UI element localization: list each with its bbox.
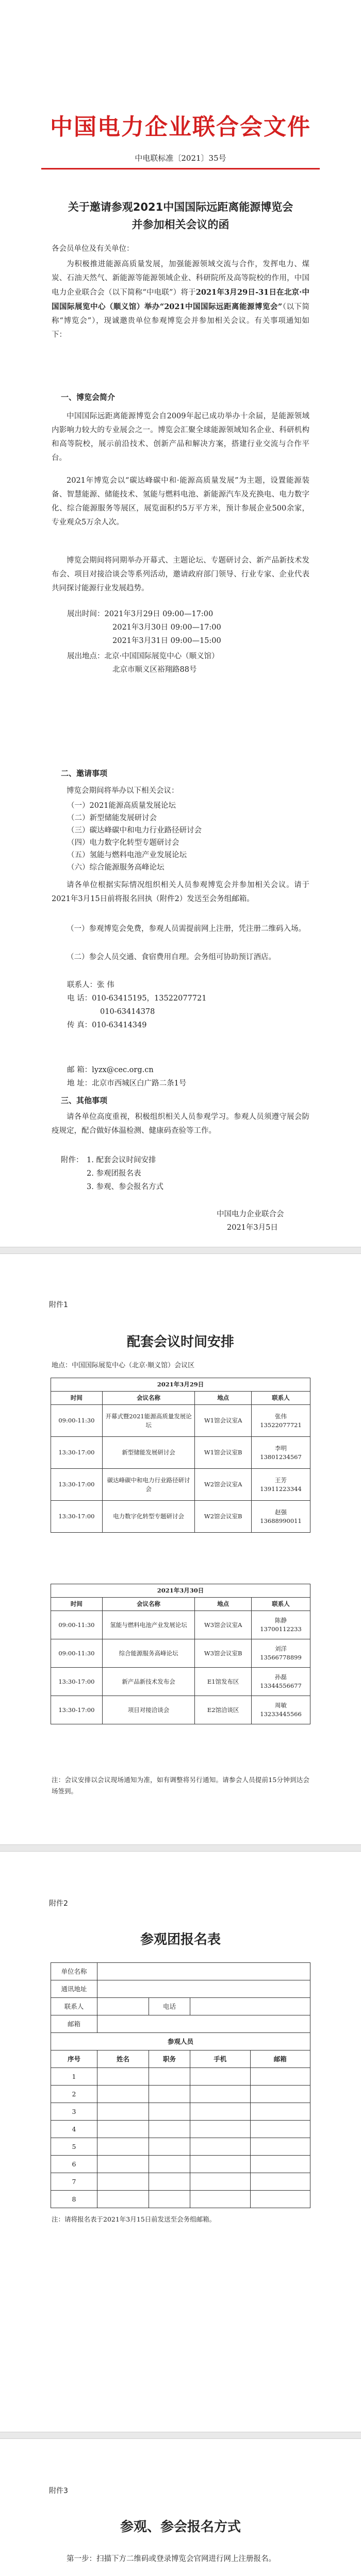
- day1-header: 2021年3月29日: [51, 1378, 310, 1392]
- signature-org: 中国电力企业联合会: [217, 1210, 284, 1218]
- table-row: 6: [51, 2156, 310, 2173]
- table-row: 8: [51, 2191, 310, 2208]
- email-field[interactable]: [97, 2015, 310, 2033]
- address-field[interactable]: [97, 1980, 310, 1998]
- section-2-paragraph-3: （一）参观博览会免费，参观人员需提前网上注册，凭注册二维码入场。: [67, 925, 306, 933]
- group-header: 参观人员: [51, 2033, 310, 2050]
- meeting-item: （六）综合能源服务高峰论坛: [67, 863, 165, 872]
- column-header: 时间: [51, 1598, 103, 1611]
- attachment-item: 2. 参观团报名表: [87, 1170, 141, 1178]
- section-2-intro: 博览会期间将举办以下相关会议：: [67, 787, 179, 795]
- exhibit-place: 展出地点：北京·中国国际展览中心（顺义馆）: [67, 652, 219, 660]
- section-1-paragraph-3: 博览会期间将同期举办开幕式、主题论坛、专题研讨会、新产品新技术发布会、项目对接洽谈会等系列活动，邀请政府部门领导、行业专家、企业代表共同探讨能源行业发展趋势。: [52, 556, 309, 592]
- exhibit-time: 展出时间：2021年3月29日 09:00—17:00: [67, 610, 214, 618]
- intro-paragraph: 为积极推进能源高质量发展，加强能源领域交流与合作，发挥电力、煤炭、石油天然气、新能源等能源领域企业、科研院所及高等院校的作用，中国电力企业联合会（以下简称“中电联”）将于2021年3月29日-31日在北京·中国国际展览中心（顺义馆）举办“2021中国国际远距离能源博览会”（以下简称“博览会”），现诚邀贵单位参观博览会并参加相关会议。有关事项通知如下：: [52, 260, 309, 339]
- contact-field[interactable]: [97, 1998, 149, 2015]
- registration-note: 注：请将报名表于2021年3月15日前发送至会务组邮箱。: [52, 2215, 216, 2223]
- section-3-heading: 三、其他事项: [61, 1096, 108, 1105]
- section-1-paragraph-2: 2021年博览会以“碳达峰碳中和·能源高质量发展”为主题，设置能源装备、智慧能源、储能技术、氢能与燃料电池、新能源汽车及充换电、电力数字化、综合能源服务等展区，展览面积约5万平方米，预计参展企业500余家，专业观众5万余人次。: [52, 477, 309, 527]
- table-row: 13:30-17:00 新产品新技术发布会 E1馆发布区 孙磊 13344556677: [51, 1668, 310, 1696]
- attachment-1-title: 配套会议时间安排: [126, 1334, 234, 1350]
- schedule-note: 注：会议安排以会议现场通知为准，如有调整将另行通知。请参会人员提前15分钟到达会场签到。: [52, 1776, 309, 1795]
- attachment-3-label: 附件3: [49, 2487, 68, 2495]
- column-header: 地点: [195, 1392, 252, 1405]
- column-header: 联系人: [252, 1392, 310, 1405]
- page-3: [0, 1852, 361, 2432]
- attachment-3-title: 参观、参会报名方式: [120, 2519, 241, 2535]
- table-row: 1: [51, 2068, 310, 2086]
- section-3-paragraph: 请各单位高度重视，积极组织相关人员参观学习。参观人员须遵守展会防疫规定，配合做好体温检测、健康码查验等工作。: [52, 1113, 309, 1135]
- table-row: 13:30-17:00 项目对接洽谈会 E2馆洽谈区 周敏 13233445566: [51, 1696, 310, 1724]
- table-row: 7: [51, 2173, 310, 2191]
- schedule-table-day2: [51, 1584, 310, 1724]
- contact-phone-2: 010-63414378: [100, 1008, 155, 1016]
- exhibit-address: 北京市顺义区裕翔路88号: [112, 666, 197, 674]
- schedule-table-day1: [51, 1378, 310, 1533]
- section-2-paragraph-2: 请各单位根据实际情况组织相关人员参观博览会并参加相关会议。请于2021年3月15日前将报名回执（附件2）发送至会务组邮箱。: [52, 881, 309, 903]
- signature-date: 2021年3月5日: [227, 1224, 278, 1232]
- doc-number: 中电联标准〔2021〕35号: [135, 154, 226, 163]
- section-2-paragraph-4: （二）参会人员交通、食宿费用自理。会务组可协助预订酒店。: [67, 953, 276, 961]
- column-header: 职务: [149, 2050, 190, 2068]
- page-4: [0, 2439, 361, 2576]
- step-1: 第一步：扫描下方二维码或登录博览会官网进行网上注册报名。: [67, 2555, 276, 2563]
- section-2-heading: 二、邀请事项: [61, 769, 108, 778]
- column-header: 时间: [51, 1392, 103, 1405]
- column-header: 会议名称: [102, 1598, 194, 1611]
- column-header: 姓名: [97, 2050, 149, 2068]
- attachment-item: 3. 参观、参会报名方式: [87, 1183, 163, 1191]
- column-header: 会议名称: [102, 1392, 195, 1405]
- attachment-item: 1. 配套会议时间安排: [87, 1156, 156, 1164]
- exhibit-time-2: 2021年3月30日 09:00—17:00: [112, 623, 221, 632]
- attachment-2-title: 参观团报名表: [140, 1932, 221, 1947]
- contact-person: 联系人：张 伟: [67, 981, 114, 989]
- column-header: 手机: [190, 2050, 251, 2068]
- page-separator: [0, 1844, 361, 1852]
- exhibit-time-3: 2021年3月31日 09:00—15:00: [112, 637, 221, 645]
- table-row: 2: [51, 2086, 310, 2103]
- phone-field[interactable]: [190, 1998, 310, 2015]
- column-header: 序号: [51, 2050, 97, 2068]
- meeting-item: （二）新型储能发展研讨会: [67, 814, 157, 822]
- column-header: 地点: [195, 1598, 252, 1611]
- venue-note: 地点：中国国际展览中心（北京·顺义馆）会议区: [52, 1362, 195, 1369]
- meeting-item: （五）氢能与燃料电池产业发展论坛: [67, 851, 187, 859]
- meeting-item: （一）2021能源高质量发展论坛: [67, 802, 176, 810]
- document-title: 关于邀请参观2021中国国际远距离能源博览会 并参加相关会议的函: [68, 201, 293, 231]
- company-name-field[interactable]: [97, 1963, 310, 1980]
- org-title: 中国电力企业联合会文件: [50, 114, 311, 140]
- table-row: 13:30-17:00 电力数字化转型专题研讨会 W2馆会议室B 赵强 13688990011: [51, 1501, 310, 1533]
- column-header: 邮箱: [250, 2050, 310, 2068]
- attachments-label: 附件：: [61, 1156, 84, 1164]
- page-separator: [0, 1247, 361, 1254]
- day2-header: 2021年3月30日: [51, 1584, 310, 1598]
- table-row: 13:30-17:00 碳达峰碳中和电力行业路径研讨会 W2馆会议室A 王芳 13911223344: [51, 1469, 310, 1501]
- table-row: 5: [51, 2138, 310, 2156]
- section-1-heading: 一、博览会简介: [61, 393, 116, 402]
- table-row: 4: [51, 2121, 310, 2138]
- attachment-2-label: 附件2: [49, 1900, 68, 1908]
- contact-phone: 电 话：010-63415195，13522077721: [67, 994, 207, 1003]
- table-row: 09:00-11:30 综合能源服务高峰论坛 W3馆会议室B 刘洋 13566778899: [51, 1639, 310, 1668]
- table-row: 3: [51, 2103, 310, 2121]
- table-row: 09:00-11:30 开幕式暨2021能源高质量发展论坛 W1馆会议室A 张伟 13522077721: [51, 1405, 310, 1437]
- contact-fax: 传 真：010-63414349: [67, 1021, 147, 1029]
- section-1-paragraph-1: 中国国际远距离能源博览会自2009年起已成功举办十余届，是能源领域内影响力较大的专业展会之一。博览会汇聚全球能源领域知名企业、科研机构和高等院校，展示前沿技术、创新产品和解决方案，搭建行业交流与合作平台。: [52, 412, 309, 462]
- red-divider: [41, 168, 320, 170]
- column-header: 联系人: [252, 1598, 310, 1611]
- meeting-item: （三）碳达峰碳中和电力行业路径研讨会: [67, 826, 202, 835]
- page-separator: [0, 2432, 361, 2439]
- table-row: 09:00-11:30 氢能与燃料电池产业发展论坛 W3馆会议室A 陈静 13700112233: [51, 1611, 310, 1639]
- meeting-item: （四）电力数字化转型专题研讨会: [67, 839, 179, 847]
- page-1: [0, 0, 361, 1247]
- table-row: 13:30-17:00 新型储能发展研讨会 W1馆会议室B 李明 13801234567: [51, 1437, 310, 1469]
- salutation: 各会员单位及有关单位：: [52, 245, 134, 253]
- registration-form: 单位名称 通讯地址 联系人 电话 邮箱 参观人员 序号 姓名 职务 手机 邮箱 1 2 3 4 5 6 7 8: [51, 1962, 310, 2208]
- contact-address: 地 址：北京市西城区白广路二条1号: [67, 1079, 187, 1088]
- contact-email[interactable]: 邮 箱：lyzx@cec.org.cn: [67, 1066, 154, 1074]
- page-2: [0, 1254, 361, 1844]
- attachment-1-label: 附件1: [49, 1301, 68, 1309]
